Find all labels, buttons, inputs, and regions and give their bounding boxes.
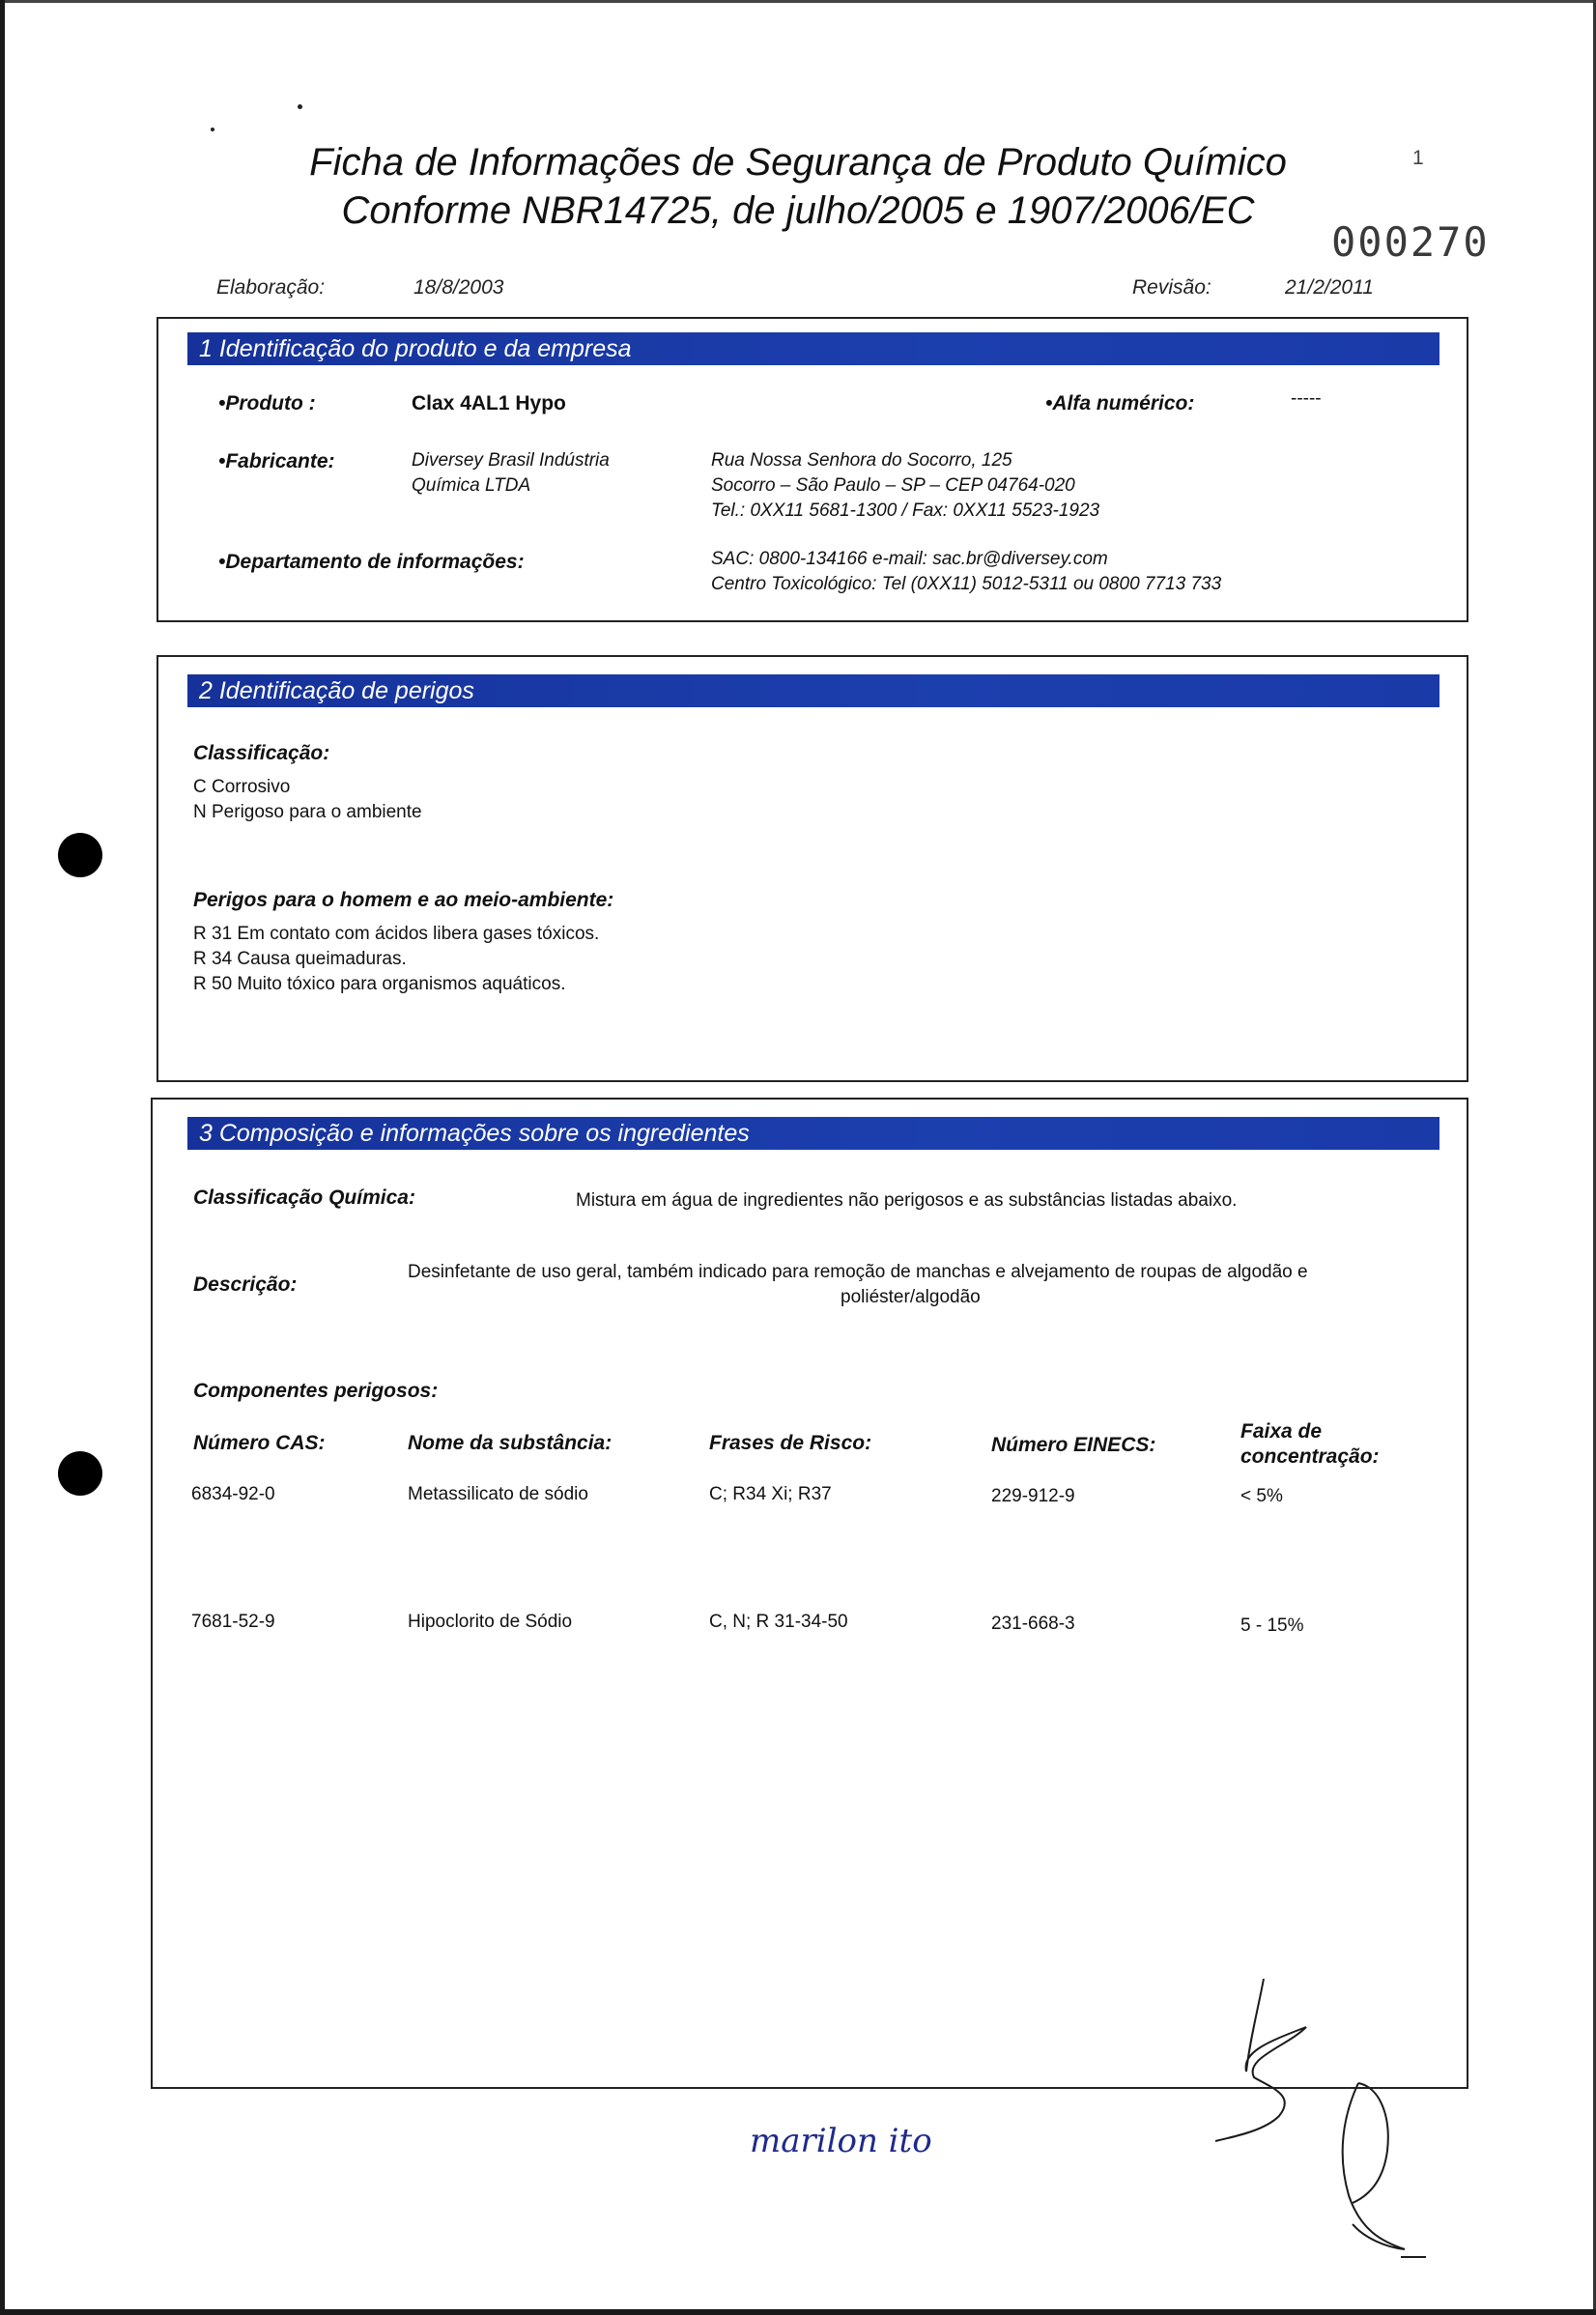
- descricao-label: Descrição:: [193, 1273, 298, 1296]
- elaboracao-label: Elaboração:: [216, 276, 326, 299]
- elaboracao-date: 18/8/2003: [413, 276, 504, 299]
- handwritten-note: marilon ito: [750, 2122, 932, 2160]
- section-2-header: 2 Identificação de perigos: [187, 674, 1439, 707]
- page-number: 1: [1412, 147, 1424, 169]
- toxicologico-line: Centro Toxicológico: Tel (0XX11) 5012-5311 ou 0800 7713 733: [711, 574, 1222, 594]
- row-2-einecs: 231-668-3: [991, 1614, 1075, 1634]
- row-1-frases: C; R34 Xi; R37: [709, 1484, 832, 1504]
- descricao-value-line-1: Desinfetante de uso geral, também indicado para remoção de manchas e alvejamento de roupas de algodão e: [408, 1262, 1308, 1282]
- classificacao-quimica-value: Mistura em água de ingredientes não perigosos e as substâncias listadas abaixo.: [576, 1190, 1238, 1211]
- col-header-cas: Número CAS:: [193, 1432, 326, 1454]
- classificacao-item: C Corrosivo: [193, 777, 291, 797]
- document-stamp-number: 000270: [1331, 218, 1490, 266]
- row-1-nome: Metassilicato de sódio: [408, 1484, 588, 1504]
- scan-speck: [298, 104, 302, 109]
- document-title-line-2: Conforme NBR14725, de julho/2005 e 1907/2006/EC: [341, 189, 1255, 232]
- descricao-value-line-2: poliéster/algodão: [841, 1287, 981, 1307]
- alfa-numerico-label: •Alfa numérico:: [1045, 392, 1195, 414]
- col-header-einecs: Número EINECS:: [991, 1434, 1156, 1456]
- row-1-cas: 6834-92-0: [191, 1484, 275, 1504]
- row-2-faixa: 5 - 15%: [1240, 1615, 1304, 1636]
- col-header-nome: Nome da substância:: [408, 1432, 613, 1454]
- section-3-box: [151, 1098, 1468, 2089]
- section-3-header: 3 Composição e informações sobre os ingredientes: [187, 1117, 1439, 1150]
- col-header-frases: Frases de Risco:: [709, 1432, 872, 1454]
- address-line-1: Rua Nossa Senhora do Socorro, 125: [711, 450, 1012, 471]
- address-line-3: Tel.: 0XX11 5681-1300 / Fax: 0XX11 5523-1923: [711, 500, 1100, 521]
- scan-speck: [211, 128, 214, 131]
- perigo-item: R 31 Em contato com ácidos libera gases tóxicos.: [193, 924, 600, 944]
- section-1-box: [157, 317, 1468, 622]
- revisao-label: Revisão:: [1132, 276, 1211, 299]
- row-1-einecs: 229-912-9: [991, 1486, 1075, 1506]
- address-line-2: Socorro – São Paulo – SP – CEP 04764-020: [711, 475, 1075, 496]
- perigo-item: R 34 Causa queimaduras.: [193, 949, 407, 969]
- sac-line: SAC: 0800-134166 e-mail: sac.br@diversey.com: [711, 549, 1108, 569]
- produto-label: •Produto :: [218, 392, 316, 414]
- classificacao-quimica-label: Classificação Química:: [193, 1186, 415, 1209]
- row-2-frases: C, N; R 31-34-50: [709, 1612, 848, 1632]
- revisao-date: 21/2/2011: [1285, 276, 1374, 299]
- row-1-faixa: < 5%: [1240, 1486, 1283, 1506]
- perigos-label: Perigos para o homem e ao meio-ambiente:: [193, 889, 614, 911]
- section-2-box: [157, 655, 1468, 1082]
- fabricante-name-line-2: Química LTDA: [412, 475, 531, 496]
- document-title-line-1: Ficha de Informações de Segurança de Produto Químico: [309, 141, 1287, 184]
- classificacao-item: N Perigoso para o ambiente: [193, 802, 422, 822]
- row-2-nome: Hipoclorito de Sódio: [408, 1612, 573, 1632]
- departamento-label: •Departamento de informações:: [218, 551, 525, 573]
- fabricante-label: •Fabricante:: [218, 450, 335, 472]
- classificacao-label: Classificação:: [193, 742, 330, 764]
- scan-edge-left: [0, 0, 5, 2315]
- col-header-faixa: Faixa de: [1240, 1420, 1323, 1443]
- punch-hole: [58, 1451, 102, 1496]
- perigo-item: R 50 Muito tóxico para organismos aquáticos.: [193, 974, 566, 994]
- alfa-numerico-value: -----: [1291, 388, 1322, 409]
- scan-edge-bottom: [0, 2309, 1596, 2315]
- produto-value: Clax 4AL1 Hypo: [412, 392, 566, 414]
- scan-edge-top: [0, 0, 1596, 3]
- section-1-header: 1 Identificação do produto e da empresa: [187, 332, 1439, 365]
- componentes-label: Componentes perigosos:: [193, 1380, 439, 1402]
- punch-hole: [58, 833, 102, 877]
- fabricante-name-line-1: Diversey Brasil Indústria: [412, 450, 610, 471]
- signature-initials-icon: [1198, 1971, 1430, 2290]
- col-header-concentracao: concentração:: [1240, 1445, 1380, 1468]
- row-2-cas: 7681-52-9: [191, 1612, 275, 1632]
